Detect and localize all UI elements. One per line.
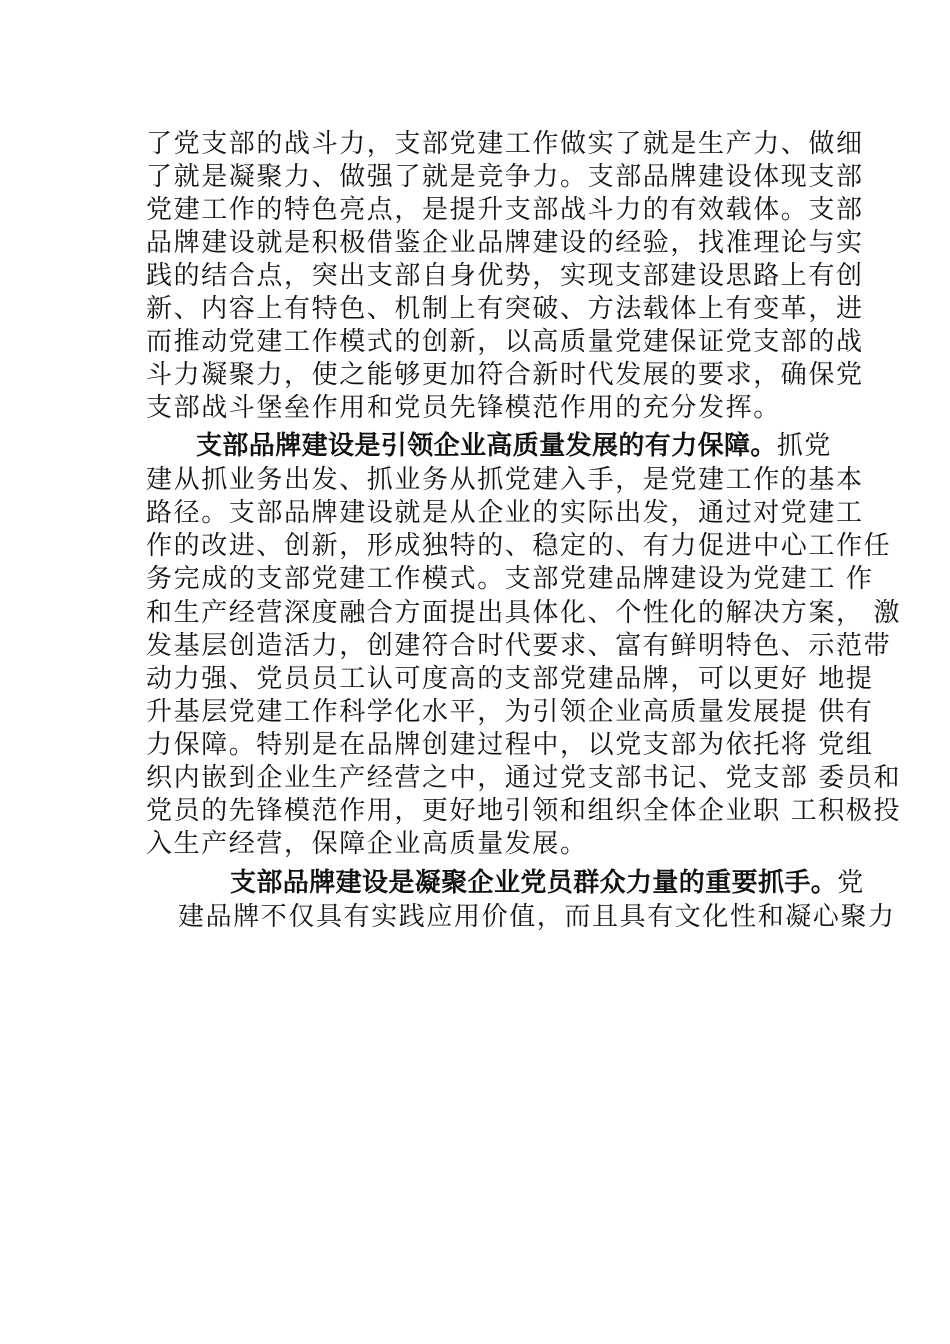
para1-line-2: 了就是凝聚力、做强了就是竞争力。支部品牌建设体现支部 bbox=[146, 162, 864, 192]
para2-line-6: 发基层创造活力，创建符合时代要求、富有鲜明特色、示范带 bbox=[146, 631, 892, 661]
para2-line-7: 动力强、党员员工认可度高的支部党建品牌，可以更好 地提 bbox=[146, 664, 874, 694]
para2-line-3: 作的改进、创新，形成独特的、稳定的、有力促进中心工作任 bbox=[146, 531, 892, 561]
para1-line-7: 而推动党建工作模式的创新，以高质量党建保证党支部的战 bbox=[146, 327, 864, 357]
para3-first-tail: 党 bbox=[837, 868, 865, 898]
para2-line-2: 路径。支部品牌建设就是从企业的实际出发，通过对党建工 bbox=[146, 498, 864, 528]
para2-line-5: 和生产经营深度融合方面提出具体化、个性化的解决方案， 激 bbox=[146, 598, 902, 628]
para2-line-11: 党员的先锋模范作用，更好地引领和组织全体企业职 工积极投 bbox=[146, 796, 902, 826]
para2-line-4: 务完成的支部党建工作模式。支部党建品牌建设为党建工 作 bbox=[146, 564, 874, 594]
para1-line-8: 斗力凝聚力，使之能够更加符合新时代发展的要求，确保党 bbox=[146, 360, 864, 390]
para1-line-3: 党建工作的特色亮点，是提升支部战斗力的有效载体。支部 bbox=[146, 195, 864, 225]
para1-line-5: 践的结合点，突出支部自身优势，实现支部建设思路上有创 bbox=[146, 261, 864, 291]
para2-line-10: 织内嵌到企业生产经营之中，通过党支部书记、党支部 委员和 bbox=[146, 763, 902, 793]
para2-line-9: 力保障。特别是在品牌创建过程中，以党支部为依托将 党组 bbox=[146, 730, 874, 760]
para2-line-1: 建从抓业务出发、抓业务从抓党建入手，是党建工作的基本 bbox=[146, 465, 864, 495]
para2-line-12: 入生产经营，保障企业高质量发展。 bbox=[146, 829, 588, 859]
para1-line-4: 品牌建设就是积极借鉴企业品牌建设的经验，找准理论与实 bbox=[146, 228, 864, 258]
para3-heading: 支部品牌建设是凝聚企业党员群众力量的重要抓手。 bbox=[230, 868, 838, 898]
para1-line-6: 新、内容上有特色、机制上有突破、方法载体上有变革，进 bbox=[146, 294, 864, 324]
para2-heading: 支部品牌建设是引领企业高质量发展的有力保障。 bbox=[196, 431, 777, 461]
para2-first-line bbox=[196, 429, 832, 463]
para2-line-8: 升基层党建工作科学化水平，为引领企业高质量发展提 供有 bbox=[146, 697, 874, 727]
para1-line-9: 支部战斗堡垒作用和党员先锋模范作用的充分发挥。 bbox=[146, 393, 781, 423]
para2-first-tail: 抓党 bbox=[776, 431, 833, 461]
para3-first-line bbox=[230, 866, 865, 900]
para3-line-1: 建品牌不仅具有实践应用价值，而且具有文化性和凝心聚力 bbox=[178, 902, 896, 932]
para1-line-1: 了党支部的战斗力，支部党建工作做实了就是生产力、做细 bbox=[146, 129, 864, 159]
